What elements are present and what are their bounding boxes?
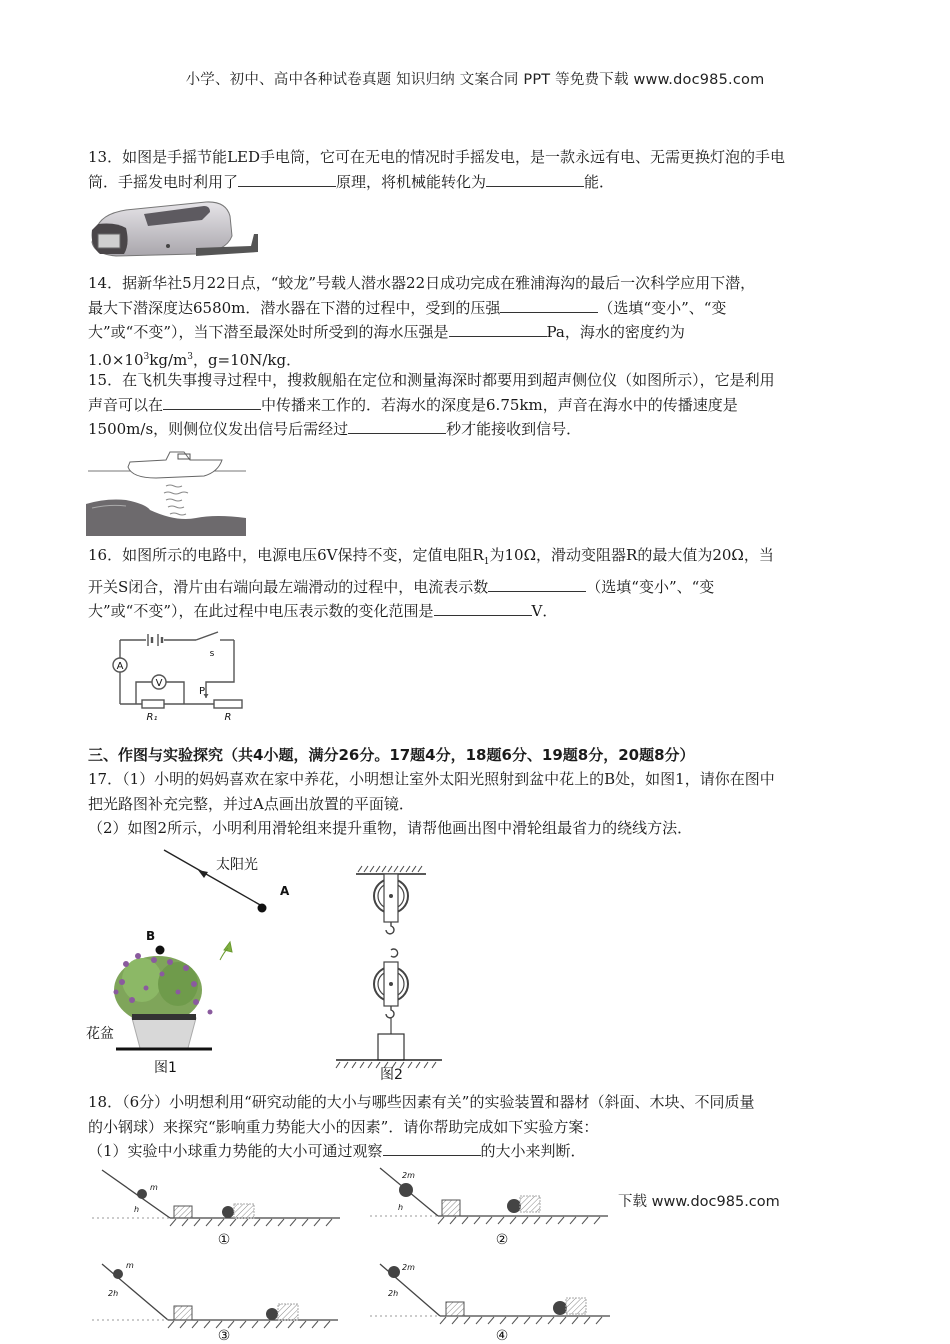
q14-text-d: Pa，海水的密度约为 [546,323,685,341]
q14-line3 [88,320,868,345]
section-3-title: 三、作图与实验探究（共4小题，满分26分。17题4分，18题6分、19题8分，20题8分） [88,746,695,764]
point-b-dot [156,946,165,955]
q16-text-a: 16．如图所示的电路中，电源电压6V保持不变，定值电阻R [88,546,484,564]
figure-1-caption: 图1 [154,1060,177,1076]
q16-r1-sub: 1 [483,557,490,567]
q15-line1: 15．在飞机失事搜寻过程中，搜救舰船在定位和测量海深时都要用到超声侧位仪（如图所示），它是利用 [88,371,775,389]
q13-blank-1[interactable] [238,170,336,187]
q15-text-a: 声音可以在 [88,395,164,414]
diagram-3-mass: m [126,1261,134,1270]
q13-text-c: 能． [584,172,615,191]
point-a-label: A [280,884,290,898]
q16-text-b: 为10Ω，滑动变阻器R的最大值为20Ω，当 [489,546,774,564]
movable-pulley [374,949,408,1034]
slider-label: P [198,686,206,697]
q16-text-e: 大”或“不变”），在此过程中电压表示数的变化范围是 [88,602,434,620]
q16-text-f: V． [531,602,558,620]
question-18 [88,1090,868,1164]
q13-blank-2[interactable] [486,170,584,187]
diagram-4-mass: 2m [402,1263,415,1272]
sunlight-arrow-icon [198,870,208,878]
question-16 [88,543,868,624]
sonar-ship-image [86,444,246,536]
diagram-1-label: ① [217,1232,231,1248]
diagram-4-label: ④ [495,1328,509,1344]
q16-line1 [88,543,868,575]
q17-line1: 17．（1）小明的妈妈喜欢在家中养花，小明想让室外太阳光照射到盆中花上的B处，如图1，请你在图中 [88,770,775,788]
q16-line2 [88,575,868,600]
q16-text-d: （选填“变小”、“变 [586,577,715,596]
q13-line2 [88,170,868,195]
q17-line3: （2）如图2所示，小明利用滑轮组来提升重物，请帮他画出图中滑轮组最省力的绕线方法． [88,819,693,837]
q13-line1: 13．如图是手摇节能LED手电筒，它可在无电的情况时手摇发电，是一款永远有电、无需更换灯泡的手电 [88,148,786,166]
footer-watermark: 下载 www.doc985.com [616,1190,780,1211]
q15-text-c: 1500m/s，则侧位仪发出信号后需经过 [88,420,349,438]
diagram-2-height: h [398,1203,404,1212]
q14-density-c: ，g=10N/kg． [192,350,302,369]
diagram-1 [92,1170,340,1248]
q18-text-b: 的大小来判断． [480,1142,586,1160]
figure-2-pulley-system [334,862,444,1082]
ammeter-label: A [116,661,124,672]
rheostat-label: R [224,712,232,723]
flower-pot-label: 花盆 [86,1026,114,1042]
diagram-2-label: ② [495,1232,509,1248]
q14-blank-2[interactable] [449,320,547,337]
q13-text-b: 原理，将机械能转化为 [336,172,487,191]
question-14 [88,271,868,372]
q14-line2 [88,296,868,321]
q14-text-a: 最大下潜深度达6580m．潜水器在下潜的过程中，受到的压强 [88,298,501,317]
weight-block [378,1034,404,1060]
q15-blank-1[interactable] [163,393,261,410]
q14-density-a: 1.0×10 [88,350,144,369]
figure-1-sunlight-flower [86,842,306,1082]
q16-text-c: 开关S闭合，滑片由右端向最左端滑动的过程中，电流表示数 [88,577,489,596]
q14-line1: 14．据新华社5月22日点，“蛟龙”号载人潜水器22日成功完成在雅浦海沟的最后一次科学应用下潜， [88,274,756,292]
diagram-1-mass: m [150,1183,158,1192]
q15-line2 [88,393,868,418]
q14-exp-2: 3 [187,351,193,362]
diagram-2 [370,1168,608,1248]
sunlight-label: 太阳光 [216,857,258,873]
q14-density-b: kg/m [149,350,188,369]
diagram-2-mass: 2m [402,1171,415,1180]
question-13 [88,145,868,194]
diagram-1-height: h [134,1205,140,1214]
diagram-4-height: 2h [388,1289,399,1298]
question-17 [88,767,868,841]
diagram-3-height: 2h [108,1289,119,1298]
q16-blank-1[interactable] [488,575,586,592]
q15-text-b: 中传播来工作的．若海水的深度是6.75km，声音在海水中的传播速度是 [261,395,738,414]
q14-text-c: 大”或“不变”），当下潜至最深处时所受到的海水压强是 [88,323,449,341]
circuit-diagram [110,624,242,723]
q14-blank-1[interactable] [500,296,598,313]
switch-label: s [209,649,215,659]
resistor-r1-label: R₁ [146,712,158,723]
flower-bush [114,953,213,1024]
q14-exp-1: 3 [143,351,150,362]
q16-blank-2[interactable] [434,599,532,616]
figure-2-caption: 图2 [380,1067,403,1083]
q17-line2: 把光路图补充完整，并过A点画出放置的平面镜． [88,794,414,813]
diagram-3-label: ③ [217,1328,231,1344]
q18-line2: 的小钢球）来探究“影响重力势能大小的因素”．请你帮助完成如下实验方案： [88,1117,599,1136]
voltmeter-label: V [155,678,163,689]
q13-text-a: 筒．手摇发电时利用了 [88,172,239,191]
q18-line3 [88,1139,868,1164]
q18-blank-1[interactable] [383,1139,481,1156]
flashlight-image [86,196,266,262]
page-header-watermark: 小学、初中、高中各种试卷真题 知识归纳 文案合同 PPT 等免费下载 www.doc985.com [185,72,765,88]
point-b-label: B [146,929,156,943]
q15-text-d: 秒才能接收到信号． [446,420,582,438]
ramp-experiment-diagrams [100,1166,640,1344]
fixed-pulley [374,874,408,934]
q15-blank-2[interactable] [348,417,446,434]
diagram-3 [92,1261,338,1344]
point-a-dot [258,904,267,913]
q18-line1: 18．（6分）小明想利用“研究动能的大小与哪些因素有关”的实验装置和器材（斜面、木块、不同质量 [88,1093,755,1111]
question-15 [88,368,868,442]
diagram-4 [370,1263,610,1344]
q16-line3 [88,599,868,624]
q14-text-b: （选填“变小”、“变 [598,298,727,317]
q18-text-a: （1）实验中小球重力势能的大小可通过观察 [88,1142,383,1160]
q15-line3 [88,417,868,442]
